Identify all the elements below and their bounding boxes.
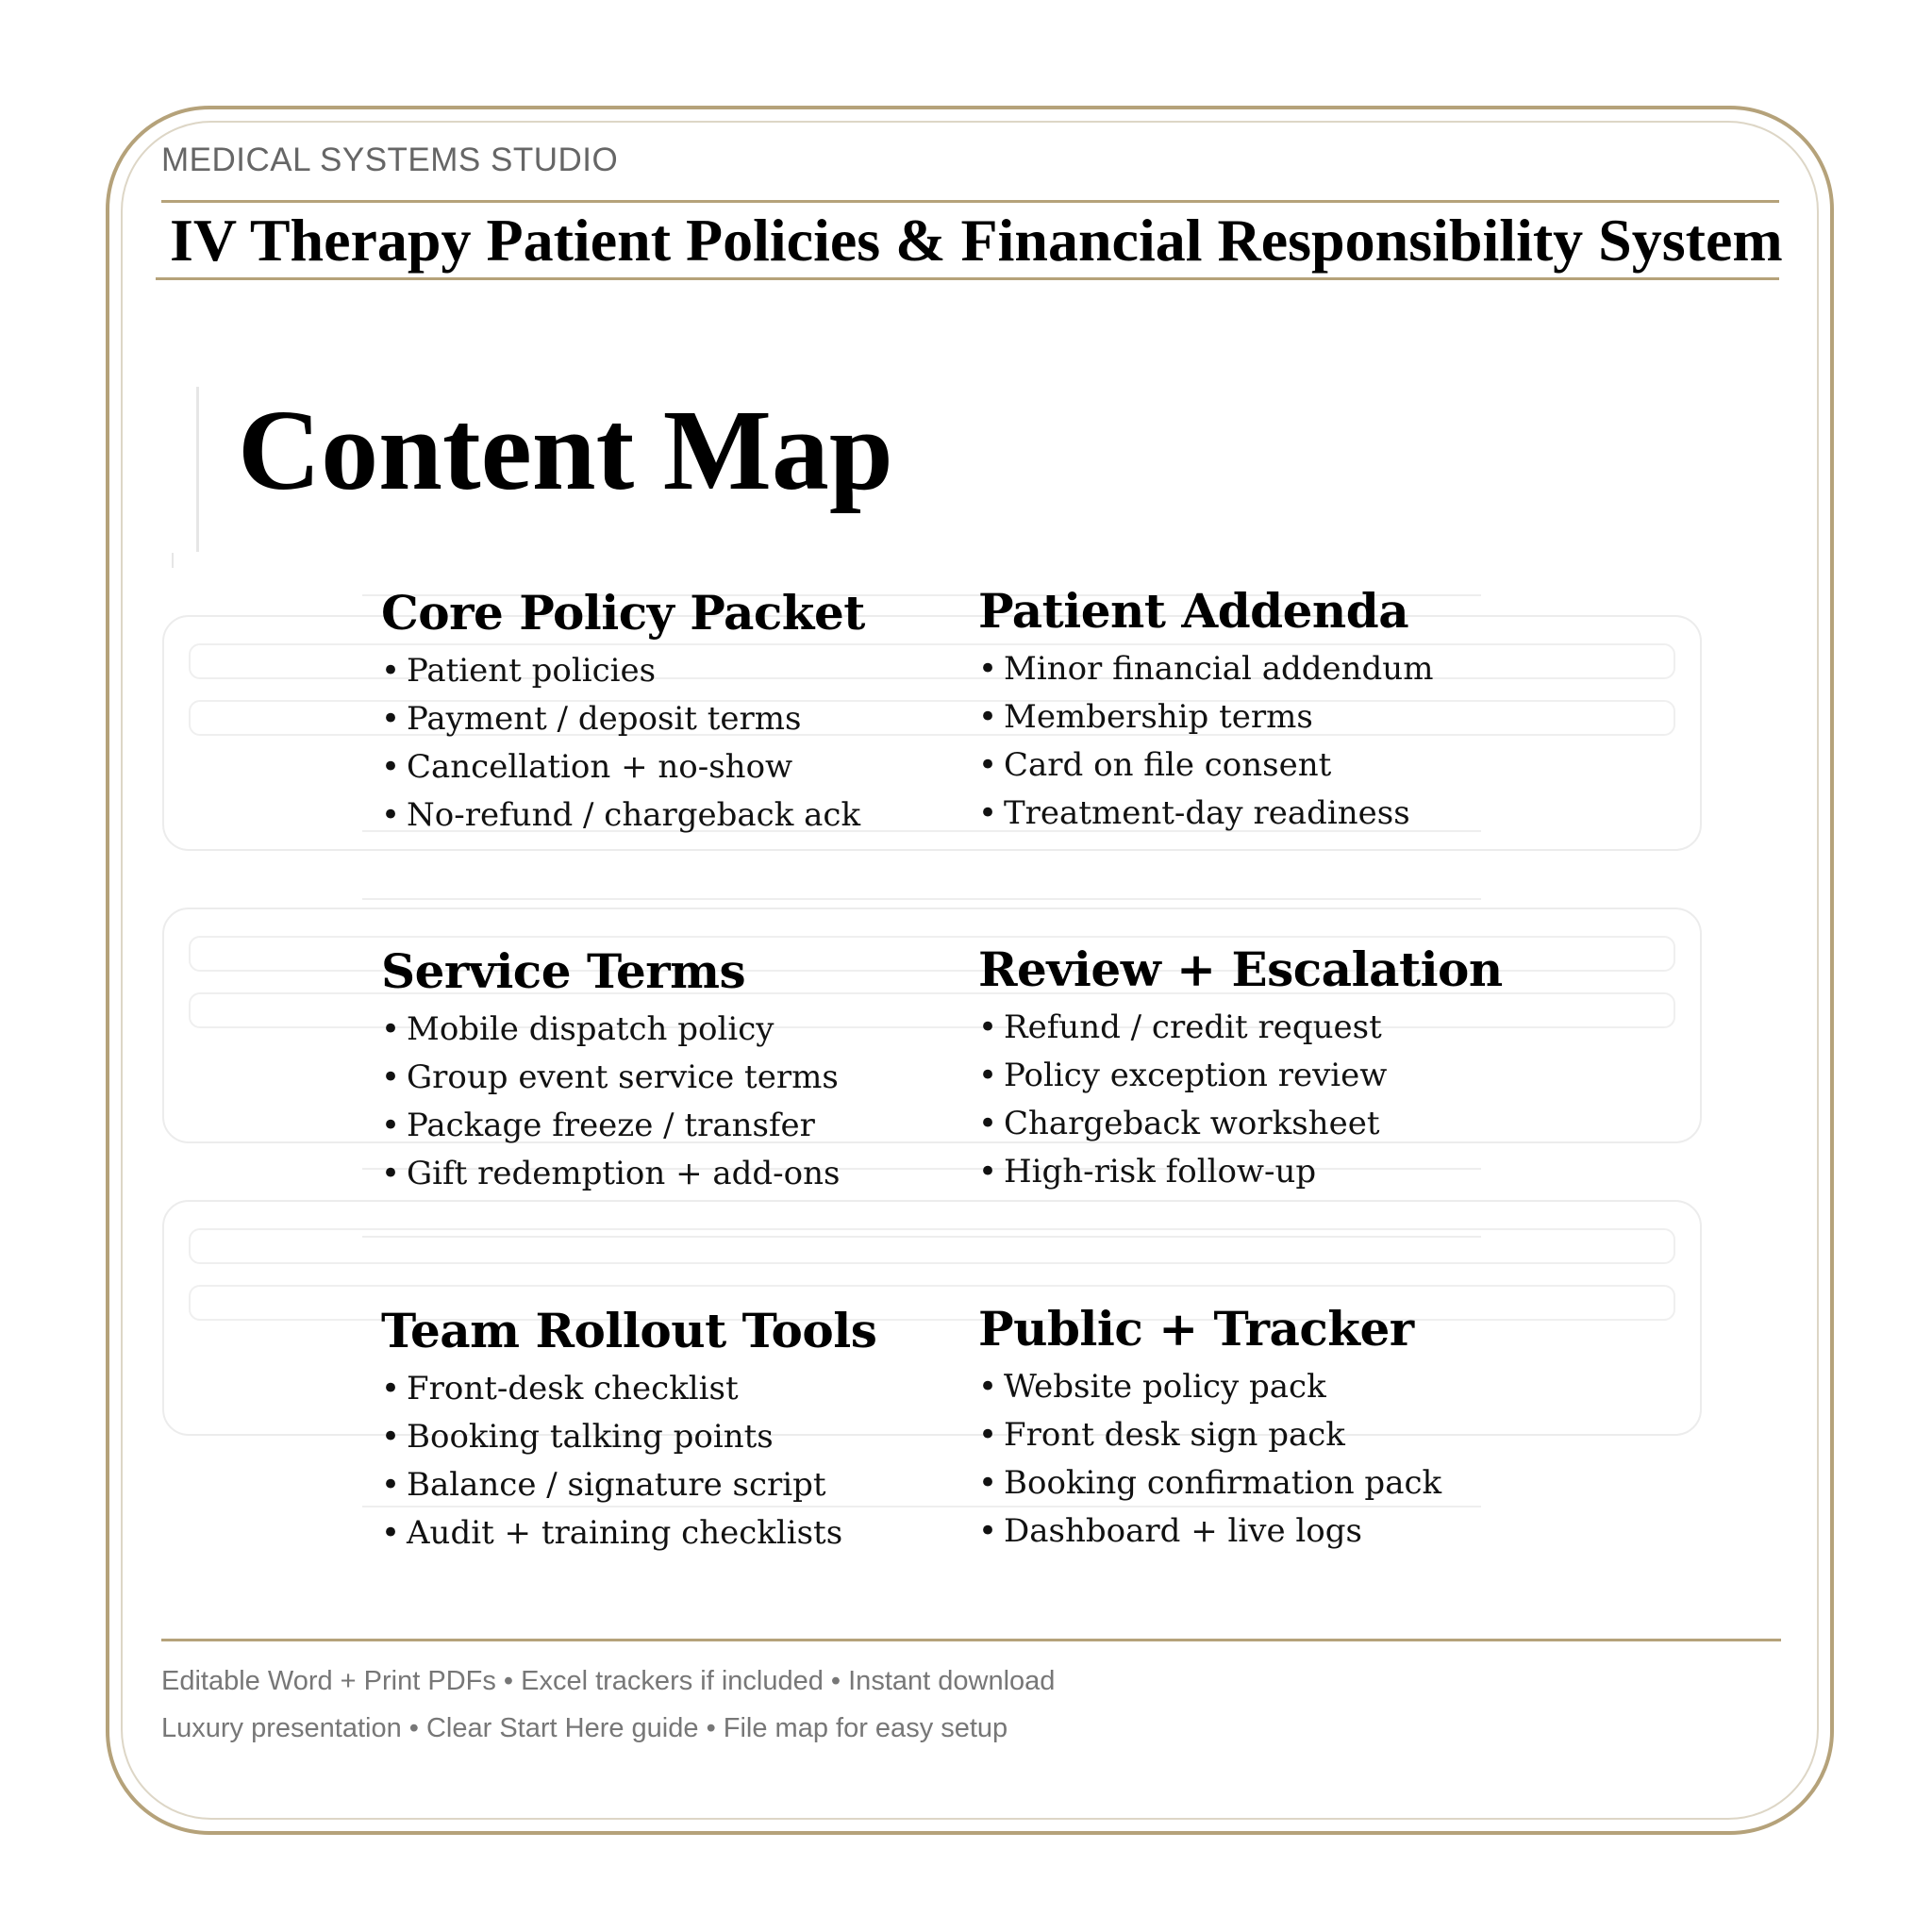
section-patient-addenda (978, 583, 1433, 838)
section-review-escalation (978, 941, 1503, 1196)
bullet: • (381, 700, 401, 738)
bullet: • (978, 1512, 998, 1550)
footer-line-2: Luxury presentation • Clear Start Here guide • File map for easy setup (161, 1713, 1008, 1743)
list-item: • Patient policies (381, 647, 865, 695)
bullet: • (978, 1464, 998, 1502)
ghost-line (362, 898, 1481, 900)
list-item: • Payment / deposit terms (381, 695, 865, 743)
bullet: • (381, 1418, 401, 1456)
list-item: • Website policy pack (978, 1363, 1441, 1411)
list-item: • Card on file consent (978, 741, 1433, 790)
bullet: • (381, 748, 401, 786)
list-item: • Chargeback worksheet (978, 1100, 1503, 1148)
section-title: Team Rollout Tools (381, 1303, 877, 1358)
bullet: • (978, 650, 998, 688)
list-item: • Refund / credit request (978, 1004, 1503, 1052)
bullet: • (978, 1368, 998, 1406)
heading-accent-tick (172, 553, 174, 568)
document-title: IV Therapy Patient Policies & Financial Responsibility System (170, 207, 1783, 274)
list-item: • Group event service terms (381, 1054, 840, 1102)
bullet: • (381, 1107, 401, 1144)
bullet: • (381, 796, 401, 834)
brand-eyebrow: MEDICAL SYSTEMS STUDIO (161, 142, 619, 178)
bullet: • (381, 652, 401, 690)
bullet: • (381, 1514, 401, 1552)
bullet: • (978, 1153, 998, 1191)
list-item: • High-risk follow-up (978, 1148, 1503, 1196)
bullet: • (978, 746, 998, 784)
section-team-rollout-tools (381, 1303, 876, 1557)
heading-accent-line (196, 387, 199, 552)
list-item: • Audit + training checklists (381, 1509, 876, 1557)
bullet: • (978, 794, 998, 832)
section-title: Service Terms (381, 943, 746, 999)
section-service-terms (381, 943, 840, 1198)
bullet: • (381, 1370, 401, 1407)
list-item: • Membership terms (978, 693, 1433, 741)
list-item: • Mobile dispatch policy (381, 1006, 840, 1054)
list-item: • No-refund / chargeback ack (381, 791, 865, 840)
list-item: • Booking confirmation pack (978, 1459, 1441, 1507)
list-item: • Cancellation + no-show (381, 743, 865, 791)
list-item: • Booking talking points (381, 1413, 876, 1461)
bullet: • (381, 1155, 401, 1192)
list-item: • Front-desk checklist (381, 1365, 876, 1413)
list-item: • Balance / signature script (381, 1461, 876, 1509)
bullet: • (381, 1466, 401, 1504)
title-divider (156, 277, 1779, 280)
bullet: • (381, 1010, 401, 1048)
list-item: • Package freeze / transfer (381, 1102, 840, 1150)
bullet: • (978, 1008, 998, 1046)
section-title: Review + Escalation (978, 941, 1503, 997)
footer-line-1: Editable Word + Print PDFs • Excel trackers if included • Instant download (161, 1666, 1056, 1696)
section-title: Public + Tracker (978, 1301, 1414, 1357)
footer-divider (161, 1639, 1781, 1641)
list-item: • Dashboard + live logs (978, 1507, 1441, 1556)
ghost-line (362, 1236, 1481, 1238)
bullet: • (381, 1058, 401, 1096)
list-item: • Front desk sign pack (978, 1411, 1441, 1459)
list-item: • Policy exception review (978, 1052, 1503, 1100)
list-item: • Treatment-day readiness (978, 790, 1433, 838)
bullet: • (978, 698, 998, 736)
section-core-policy-packet (381, 585, 865, 840)
page-heading: Content Map (238, 387, 893, 514)
list-item: • Minor financial addendum (978, 645, 1433, 693)
section-title: Core Policy Packet (381, 585, 865, 641)
header-divider (161, 200, 1779, 203)
bullet: • (978, 1057, 998, 1094)
section-title: Patient Addenda (978, 583, 1409, 639)
section-public-tracker (978, 1301, 1441, 1556)
bullet: • (978, 1416, 998, 1454)
ghost-bar (189, 1228, 1675, 1264)
list-item: • Gift redemption + add-ons (381, 1150, 840, 1198)
bullet: • (978, 1105, 998, 1142)
